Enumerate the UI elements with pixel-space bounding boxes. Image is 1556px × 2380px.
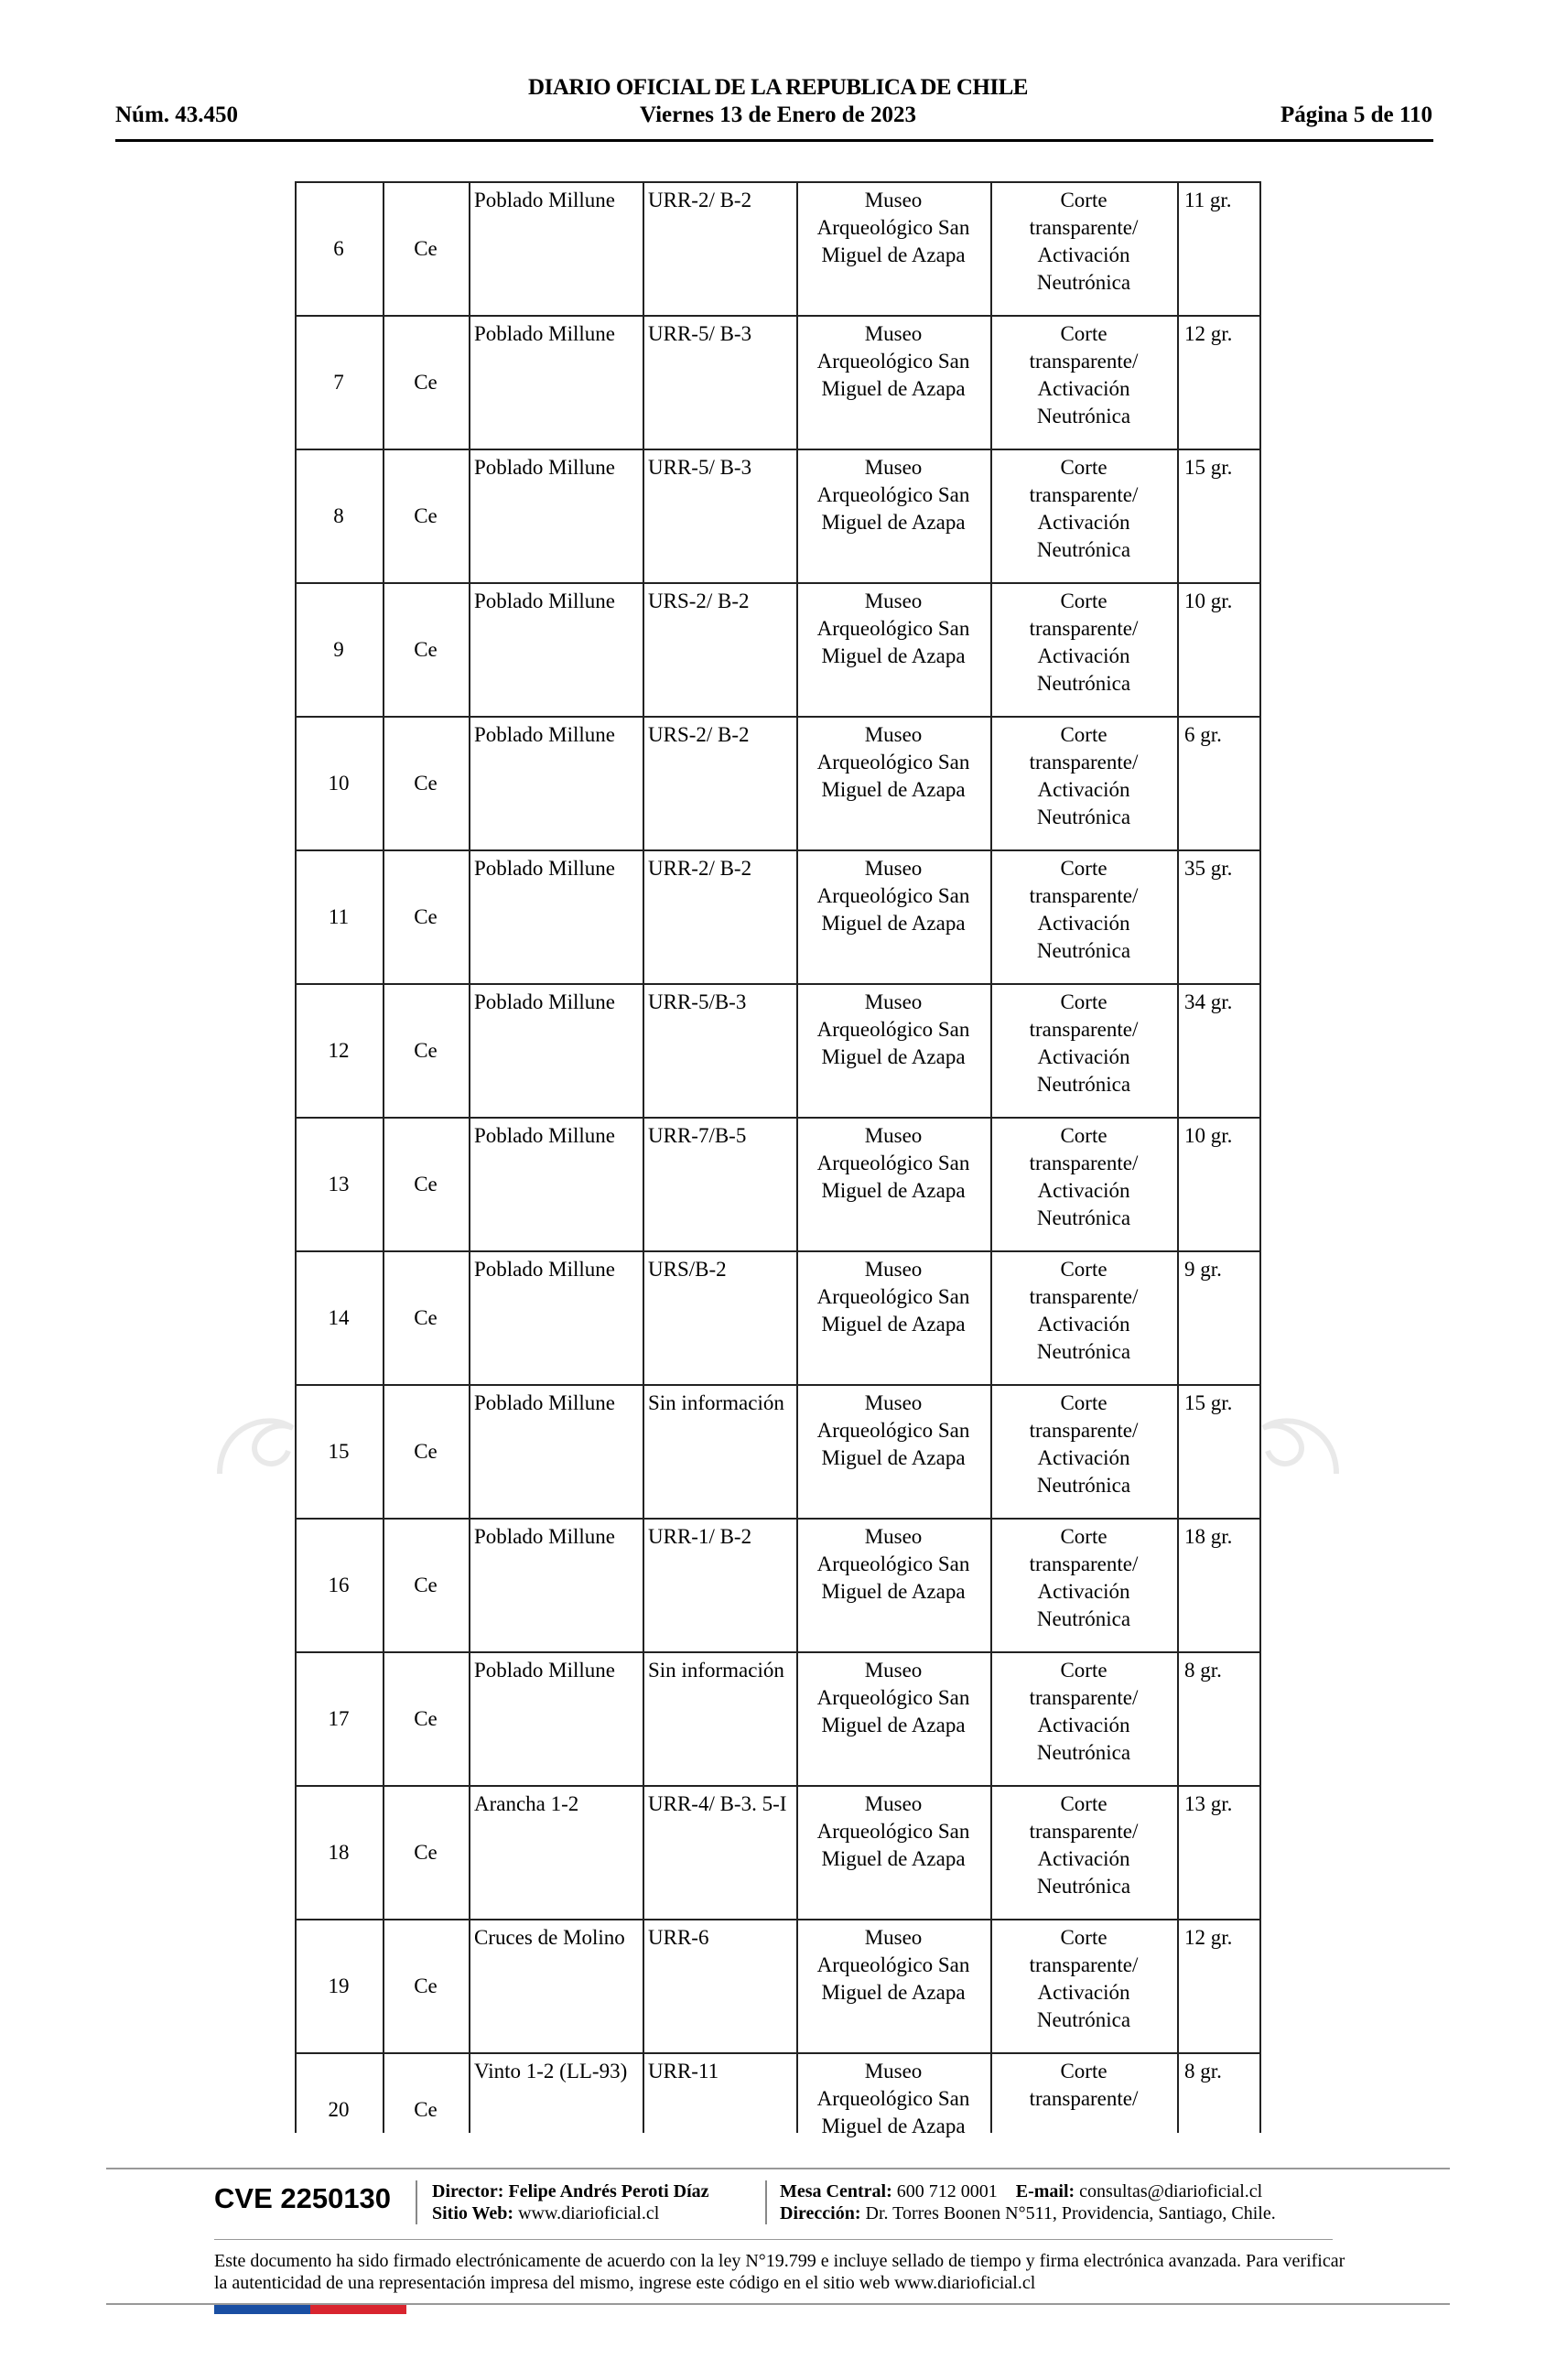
sample-weight: 35 gr. <box>1184 857 1233 880</box>
sample-type: Ce <box>414 371 438 394</box>
footer-divider-top <box>106 2168 1450 2169</box>
sample-number: 12 <box>328 1039 350 1062</box>
method-line: transparente/ <box>1029 1552 1139 1575</box>
context-code: URR-6 <box>648 1926 709 1949</box>
analysis-method <box>990 1119 1177 1250</box>
context-code: URS-2/ B-2 <box>648 590 750 612</box>
site-name: Cruces de Molino <box>474 1926 625 1949</box>
museum-line: Miguel de Azapa <box>821 778 966 801</box>
email-link[interactable]: consultas@diarioficial.cl <box>1079 2181 1263 2202</box>
analysis-method <box>990 1653 1177 1785</box>
museum-line: Miguel de Azapa <box>821 243 966 266</box>
museum-line: Arqueológico San <box>816 1419 970 1442</box>
analysis-method <box>990 317 1177 449</box>
museum-line: Museo <box>864 2060 923 2082</box>
museum-line: Museo <box>864 723 923 746</box>
museum-line: Arqueológico San <box>816 350 970 373</box>
chile-flag-stripe <box>214 2305 406 2314</box>
site-name: Poblado Millune <box>474 857 615 880</box>
site-name: Poblado Millune <box>474 1391 615 1414</box>
museum-line: Miguel de Azapa <box>821 1179 966 1202</box>
table-row <box>295 1384 1261 1518</box>
method-line: Neutrónica <box>1036 1073 1131 1096</box>
museum-line: Museo <box>864 1124 923 1147</box>
sample-weight: 8 gr. <box>1184 2060 1222 2082</box>
method-line: Neutrónica <box>1036 1206 1131 1229</box>
issue-number: Núm. 43.450 <box>115 103 239 127</box>
sample-type: Ce <box>414 772 438 795</box>
issue-date: Viernes 13 de Enero de 2023 <box>639 103 917 127</box>
method-line: Activación <box>1037 377 1130 400</box>
sample-number: 15 <box>328 1440 350 1463</box>
sample-number: 8 <box>333 504 344 527</box>
table-row <box>295 1117 1261 1250</box>
context-code: URS-2/ B-2 <box>648 723 750 746</box>
sample-number: 20 <box>328 2098 350 2121</box>
context-code: URR-4/ B-3. 5-I <box>648 1792 787 1815</box>
sample-number: 10 <box>328 772 350 795</box>
method-line: transparente/ <box>1029 1820 1139 1843</box>
method-line: Corte <box>1060 322 1108 345</box>
method-line: Corte <box>1060 1391 1108 1414</box>
method-line: Activación <box>1037 1580 1130 1603</box>
method-line: Activación <box>1037 1847 1130 1870</box>
sample-type: Ce <box>414 1974 438 1997</box>
context-code: URR-1/ B-2 <box>648 1525 752 1548</box>
museum-line: Museo <box>864 322 923 345</box>
method-line: Corte <box>1060 590 1108 612</box>
sample-type: Ce <box>414 2098 438 2121</box>
repository-museum <box>796 851 990 983</box>
context-code: Sin información <box>648 1659 784 1682</box>
analysis-method <box>990 1520 1177 1651</box>
museum-line: Arqueológico San <box>816 216 970 239</box>
table-row <box>295 1651 1261 1785</box>
museum-line: Arqueológico San <box>816 1018 970 1041</box>
museum-line: Museo <box>864 456 923 479</box>
footer-separator <box>416 2180 417 2224</box>
table-row <box>295 849 1261 983</box>
footer-contact <box>780 2180 1276 2224</box>
method-line: transparente/ <box>1029 2087 1139 2110</box>
context-code: URR-5/B-3 <box>648 990 747 1013</box>
site-name: Poblado Millune <box>474 590 615 612</box>
repository-museum <box>796 718 990 849</box>
method-line: Neutrónica <box>1036 2008 1131 2031</box>
sample-number: 6 <box>333 237 344 260</box>
repository-museum <box>796 1386 990 1518</box>
analysis-method <box>990 1787 1177 1919</box>
table-border-right <box>1259 181 1261 2133</box>
method-line: Neutrónica <box>1036 1340 1131 1363</box>
sample-weight: 8 gr. <box>1184 1659 1222 1682</box>
method-line: transparente/ <box>1029 884 1139 907</box>
method-line: Activación <box>1037 1179 1130 1202</box>
museum-line: Miguel de Azapa <box>821 1847 966 1870</box>
analysis-method <box>990 1252 1177 1384</box>
context-code: Sin información <box>648 1391 784 1414</box>
method-line: Corte <box>1060 1258 1108 1281</box>
repository-museum <box>796 1787 990 1919</box>
column-divider <box>990 181 992 2133</box>
method-line: transparente/ <box>1029 1419 1139 1442</box>
table-row <box>295 716 1261 849</box>
sample-weight: 11 gr. <box>1184 189 1232 211</box>
method-line: Activación <box>1037 644 1130 667</box>
method-line: Corte <box>1060 723 1108 746</box>
museum-line: Museo <box>864 1926 923 1949</box>
method-line: Activación <box>1037 1714 1130 1736</box>
method-line: Corte <box>1060 1659 1108 1682</box>
museum-line: Arqueológico San <box>816 1285 970 1308</box>
site-name: Poblado Millune <box>474 322 615 345</box>
museum-line: Miguel de Azapa <box>821 1313 966 1336</box>
museum-line: Museo <box>864 990 923 1013</box>
site-name: Poblado Millune <box>474 990 615 1013</box>
sample-weight: 10 gr. <box>1184 590 1233 612</box>
museum-line: Miguel de Azapa <box>821 1446 966 1469</box>
website-label: Sitio Web: <box>432 2203 514 2223</box>
site-name: Poblado Millune <box>474 723 615 746</box>
analysis-method <box>990 985 1177 1117</box>
sample-number: 14 <box>328 1306 350 1329</box>
method-line: transparente/ <box>1029 1953 1139 1976</box>
sample-type: Ce <box>414 1841 438 1864</box>
table-row <box>295 2052 1261 2166</box>
museum-line: Arqueológico San <box>816 751 970 774</box>
column-divider <box>796 181 798 2133</box>
sample-number: 19 <box>328 1974 350 1997</box>
site-name: Poblado Millune <box>474 189 615 211</box>
repository-museum <box>796 317 990 449</box>
method-line: Corte <box>1060 456 1108 479</box>
sample-type: Ce <box>414 504 438 527</box>
method-line: Neutrónica <box>1036 538 1131 561</box>
footer-divider-mid <box>214 2239 1333 2240</box>
analysis-method <box>990 584 1177 716</box>
repository-museum <box>796 1252 990 1384</box>
column-divider <box>383 181 384 2133</box>
footer-separator <box>765 2180 767 2224</box>
repository-museum <box>796 1119 990 1250</box>
method-line: Corte <box>1060 857 1108 880</box>
sample-type: Ce <box>414 1574 438 1596</box>
method-line: Corte <box>1060 1124 1108 1147</box>
museum-line: Arqueológico San <box>816 1552 970 1575</box>
museum-line: Museo <box>864 1659 923 1682</box>
address-label: Dirección: <box>780 2203 861 2223</box>
sample-type: Ce <box>414 905 438 928</box>
flag-red-band <box>310 2305 406 2314</box>
sample-type: Ce <box>414 1306 438 1329</box>
cve-code: CVE 2250130 <box>214 2182 392 2214</box>
museum-line: Arqueológico San <box>816 483 970 506</box>
site-name: Poblado Millune <box>474 1124 615 1147</box>
museum-line: Arqueológico San <box>816 1686 970 1709</box>
repository-museum <box>796 2054 990 2166</box>
analysis-method <box>990 718 1177 849</box>
director-label: Director: <box>432 2181 504 2202</box>
director-name: Felipe Andrés Peroti Díaz <box>508 2181 709 2202</box>
museum-line: Miguel de Azapa <box>821 1580 966 1603</box>
method-line: Neutrónica <box>1036 405 1131 427</box>
context-code: URR-2/ B-2 <box>648 857 752 880</box>
header-divider <box>115 139 1433 142</box>
sample-number: 11 <box>328 905 350 928</box>
context-code: URR-5/ B-3 <box>648 322 752 345</box>
journal-title: DIARIO OFICIAL DE LA REPUBLICA DE CHILE <box>528 75 1028 100</box>
sample-weight: 10 gr. <box>1184 1124 1233 1147</box>
sample-weight: 13 gr. <box>1184 1792 1233 1815</box>
analysis-method <box>990 183 1177 315</box>
museum-line: Miguel de Azapa <box>821 1981 966 2004</box>
email-label: E-mail: <box>1015 2181 1075 2202</box>
method-line: Neutrónica <box>1036 1474 1131 1497</box>
method-line: transparente/ <box>1029 350 1139 373</box>
footer-editorial <box>432 2180 709 2224</box>
table-row <box>295 449 1261 582</box>
address-text: Dr. Torres Boonen N°511, Providencia, Santiago, Chile. <box>865 2203 1276 2223</box>
method-line: Neutrónica <box>1036 1875 1131 1898</box>
museum-line: Miguel de Azapa <box>821 511 966 534</box>
method-line: Corte <box>1060 1926 1108 1949</box>
repository-museum <box>796 183 990 315</box>
museum-line: Miguel de Azapa <box>821 912 966 935</box>
table-row <box>295 582 1261 716</box>
method-line: Activación <box>1037 511 1130 534</box>
museum-line: Arqueológico San <box>816 2087 970 2110</box>
method-line: Neutrónica <box>1036 1741 1131 1764</box>
method-line: Activación <box>1037 1045 1130 1068</box>
museum-line: Museo <box>864 590 923 612</box>
museum-line: Arqueológico San <box>816 617 970 640</box>
museum-line: Miguel de Azapa <box>821 1714 966 1736</box>
museum-line: Arqueológico San <box>816 1152 970 1174</box>
context-code: URR-7/B-5 <box>648 1124 747 1147</box>
signature-notice: Este documento ha sido firmado electrónicamente de acuerdo con la ley N°19.799 e incluye sellado de tiempo y firma electrónica avanzada. Para verificar la autenticidad de una representación impresa del mismo, ingrese este código en el sitio web www.diarioficial.cl <box>214 2251 1345 2293</box>
sample-type: Ce <box>414 1707 438 1730</box>
repository-museum <box>796 1653 990 1785</box>
method-line: Neutrónica <box>1036 806 1131 828</box>
museum-line: Miguel de Azapa <box>821 2115 966 2137</box>
site-name: Poblado Millune <box>474 1258 615 1281</box>
sample-number: 13 <box>328 1173 350 1195</box>
sample-weight: 15 gr. <box>1184 456 1233 479</box>
sample-type: Ce <box>414 638 438 661</box>
sample-type: Ce <box>414 1039 438 1062</box>
museum-line: Miguel de Azapa <box>821 377 966 400</box>
method-line: transparente/ <box>1029 751 1139 774</box>
analysis-method <box>990 1920 1177 2052</box>
analysis-method <box>990 450 1177 582</box>
context-code: URR-5/ B-3 <box>648 456 752 479</box>
column-divider <box>469 181 470 2133</box>
samples-table <box>295 181 1261 2137</box>
museum-line: Museo <box>864 189 923 211</box>
method-line: transparente/ <box>1029 1285 1139 1308</box>
method-line: Activación <box>1037 778 1130 801</box>
method-line: transparente/ <box>1029 1018 1139 1041</box>
museum-line: Museo <box>864 1792 923 1815</box>
table-row <box>295 1250 1261 1384</box>
method-line: Corte <box>1060 990 1108 1013</box>
sample-type: Ce <box>414 237 438 260</box>
analysis-method <box>990 1386 1177 1518</box>
method-line: Activación <box>1037 243 1130 266</box>
method-line: Neutrónica <box>1036 672 1131 695</box>
sample-weight: 34 gr. <box>1184 990 1233 1013</box>
table-border-left <box>295 181 297 2133</box>
sample-weight: 6 gr. <box>1184 723 1222 746</box>
sample-weight: 9 gr. <box>1184 1258 1222 1281</box>
method-line: Corte <box>1060 2060 1108 2082</box>
column-divider <box>643 181 644 2133</box>
museum-line: Museo <box>864 1525 923 1548</box>
site-name: Poblado Millune <box>474 1525 615 1548</box>
method-line: Neutrónica <box>1036 271 1131 294</box>
table-row <box>295 1785 1261 1919</box>
column-divider <box>1177 181 1179 2133</box>
repository-museum <box>796 985 990 1117</box>
phone-number: 600 712 0001 <box>896 2181 998 2202</box>
method-line: Activación <box>1037 1313 1130 1336</box>
page-indicator: Página 5 de 110 <box>1280 103 1432 127</box>
method-line: transparente/ <box>1029 483 1139 506</box>
sample-number: 17 <box>328 1707 350 1730</box>
museum-line: Arqueológico San <box>816 1820 970 1843</box>
table-row <box>295 315 1261 449</box>
method-line: transparente/ <box>1029 617 1139 640</box>
repository-museum <box>796 1520 990 1651</box>
museum-line: Miguel de Azapa <box>821 644 966 667</box>
website-link[interactable]: www.diarioficial.cl <box>518 2203 660 2223</box>
method-line: Activación <box>1037 1981 1130 2004</box>
table-row <box>295 983 1261 1117</box>
method-line: Neutrónica <box>1036 939 1131 962</box>
method-line: transparente/ <box>1029 1152 1139 1174</box>
museum-line: Museo <box>864 1258 923 1281</box>
table-row <box>295 1518 1261 1651</box>
site-name: Arancha 1-2 <box>474 1792 579 1815</box>
sample-type: Ce <box>414 1173 438 1195</box>
method-line: Activación <box>1037 1446 1130 1469</box>
sample-number: 9 <box>333 638 344 661</box>
method-line: Activación <box>1037 912 1130 935</box>
sample-weight: 12 gr. <box>1184 1926 1233 1949</box>
flag-blue-band <box>214 2305 310 2314</box>
context-code: URS/B-2 <box>648 1258 727 1281</box>
phone-label: Mesa Central: <box>780 2181 892 2202</box>
museum-line: Arqueológico San <box>816 884 970 907</box>
table-row <box>295 1919 1261 2052</box>
sample-weight: 18 gr. <box>1184 1525 1233 1548</box>
site-name: Poblado Millune <box>474 456 615 479</box>
method-line: Corte <box>1060 1525 1108 1548</box>
sample-number: 18 <box>328 1841 350 1864</box>
analysis-method <box>990 2054 1177 2166</box>
method-line: Corte <box>1060 1792 1108 1815</box>
repository-museum <box>796 1920 990 2052</box>
museum-line: Museo <box>864 857 923 880</box>
site-name: Vinto 1-2 (LL-93) <box>474 2060 628 2082</box>
repository-museum <box>796 450 990 582</box>
repository-museum <box>796 584 990 716</box>
sample-number: 7 <box>333 371 344 394</box>
museum-line: Museo <box>864 1391 923 1414</box>
sample-weight: 15 gr. <box>1184 1391 1233 1414</box>
table-row <box>295 181 1261 315</box>
method-line: Corte <box>1060 189 1108 211</box>
method-line: transparente/ <box>1029 216 1139 239</box>
museum-line: Miguel de Azapa <box>821 1045 966 1068</box>
method-line: transparente/ <box>1029 1686 1139 1709</box>
method-line: Neutrónica <box>1036 1607 1131 1630</box>
context-code: URR-11 <box>648 2060 719 2082</box>
sample-type: Ce <box>414 1440 438 1463</box>
analysis-method <box>990 851 1177 983</box>
context-code: URR-2/ B-2 <box>648 189 752 211</box>
site-name: Poblado Millune <box>474 1659 615 1682</box>
sample-weight: 12 gr. <box>1184 322 1233 345</box>
museum-line: Arqueológico San <box>816 1953 970 1976</box>
sample-number: 16 <box>328 1574 350 1596</box>
